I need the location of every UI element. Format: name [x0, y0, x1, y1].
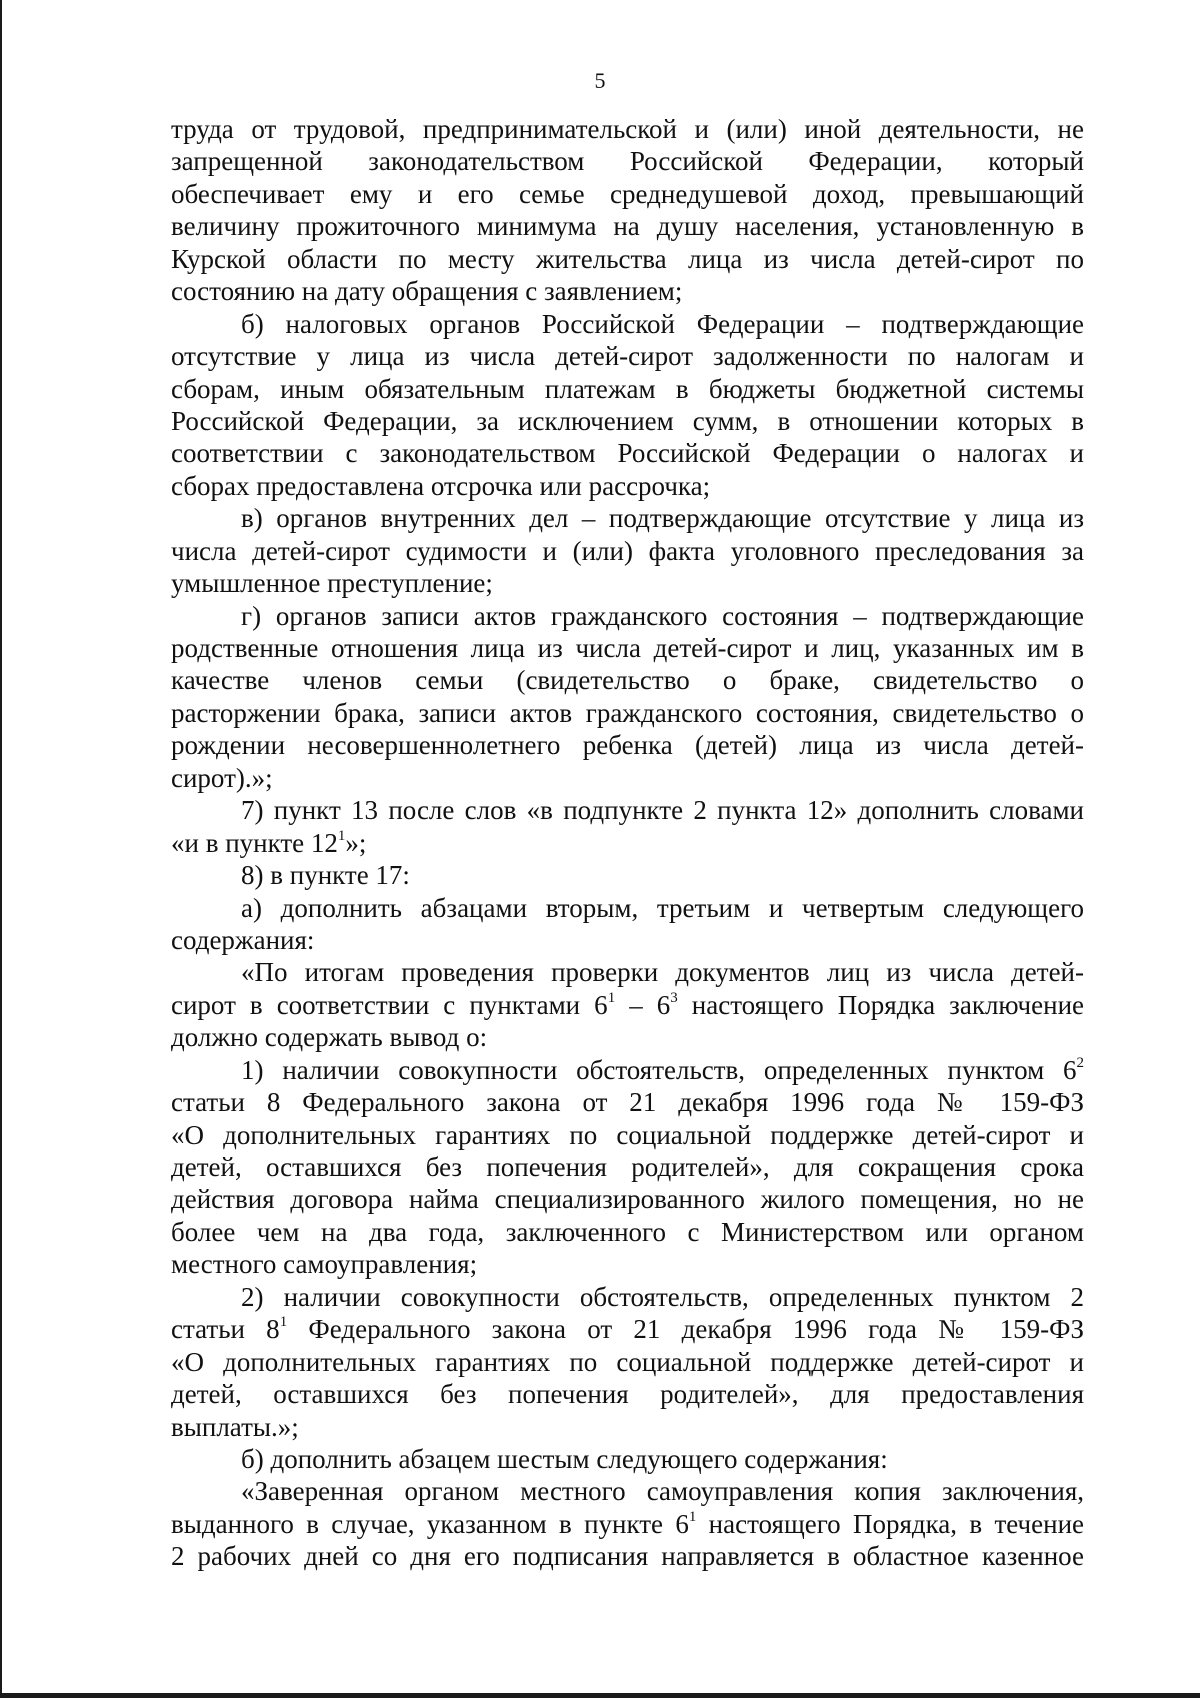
text-line: статьи 8 Федерального закона от 21 декабря 1996 года № 159-ФЗ: [171, 1087, 1084, 1118]
superscript: 1: [279, 1314, 288, 1331]
text-line: в) органов внутренних дел – подтверждающие отсутствие у лица из: [241, 503, 1084, 534]
text-line: более чем на два года, заключенного с Министерством или органом: [171, 1216, 1084, 1247]
document-body: [171, 113, 1084, 1573]
text-line: местного самоуправления;: [171, 1249, 478, 1280]
text-line: состоянию на дату обращения с заявлением;: [171, 276, 683, 307]
text-line: умышленное преступление;: [171, 568, 493, 599]
text-line: содержания:: [171, 924, 315, 955]
text-line: 8) в пункте 17:: [241, 860, 410, 891]
text-line: соответствии с законодательством Российской Федерации о налогах и: [171, 438, 1084, 469]
text-line: «Заверенная органом местного самоуправления копия заключения,: [241, 1476, 1084, 1507]
superscript: 1: [688, 1508, 697, 1525]
text-line: «и в пункте $12^1$»;: [171, 827, 367, 858]
scan-bottom-edge: [0, 1693, 1200, 1698]
text-line: 1) наличии совокупности обстоятельств, определенных пунктом $6^2$: [241, 1054, 1084, 1085]
text-line: обеспечивает ему и его семье среднедушевой доход, превышающий: [171, 178, 1084, 209]
text-line: статьи $8^1$ Федерального закона от 21 декабря 1996 года № 159-ФЗ: [171, 1314, 1084, 1345]
text-line: б) дополнить абзацем шестым следующего содержания:: [241, 1443, 888, 1474]
superscript: 1: [337, 827, 346, 844]
text-line: выплаты.»;: [171, 1411, 299, 1442]
text-line: родственные отношения лица из числа детей-сирот и лиц, указанных им в: [171, 633, 1084, 663]
text-line: сборах предоставлена отсрочка или рассрочка;: [171, 470, 711, 501]
superscript: 2: [1076, 1054, 1084, 1071]
text-line: выданного в случае, указанном в пункте $6^1$ настоящего Порядка, в течение: [171, 1508, 1084, 1539]
text-line: б) налоговых органов Российской Федерации – подтверждающие: [241, 308, 1084, 339]
text-line: сирот в соответствии с пунктами $6^1 - 6^3$ настоящего Порядка заключение: [171, 989, 1085, 1020]
text-line: Курской области по месту жительства лица из числа детей-сирот по: [171, 243, 1084, 274]
text-line: а) дополнить абзацами вторым, третьим и четвертым следующего: [241, 892, 1084, 923]
scan-left-edge: [0, 0, 2, 1698]
text-line: «По итогам проведения проверки документов лиц из числа детей-: [241, 957, 1084, 988]
text-line: «О дополнительных гарантиях по социальной поддержке детей-сирот и: [171, 1119, 1084, 1150]
text-line: детей, оставшихся без попечения родителей», для предоставления: [171, 1379, 1084, 1410]
text-line: качестве членов семьи (свидетельство о браке, свидетельство о: [171, 665, 1084, 696]
text-line: запрещенной законодательством Российской Федерации, который: [171, 146, 1084, 177]
text-line: «О дополнительных гарантиях по социальной поддержке детей-сирот и: [171, 1346, 1084, 1377]
text-line: 2 рабочих дней со дня его подписания направляется в областное казенное: [171, 1541, 1084, 1572]
text-line: труда от трудовой, предпринимательской и (или) иной деятельности, не: [171, 114, 1084, 144]
text-line: сирот).»;: [171, 762, 273, 793]
superscript: 1: [607, 989, 616, 1006]
text-line: рождении несовершеннолетнего ребенка (детей) лица из числа детей-: [171, 730, 1084, 761]
text-line: должно содержать вывод о:: [171, 1022, 488, 1053]
text-line: 2) наличии совокупности обстоятельств, определенных пунктом 2: [241, 1281, 1084, 1312]
text-line: детей, оставшихся без попечения родителей», для сокращения срока: [171, 1152, 1084, 1182]
text-line: г) органов записи актов гражданского состояния – подтверждающие: [241, 600, 1084, 631]
text-line: расторжении брака, записи актов гражданского состояния, свидетельство о: [171, 697, 1084, 728]
text-line: отсутствие у лица из числа детей-сирот задолженности по налогам и: [171, 341, 1084, 372]
superscript: 3: [670, 989, 678, 1006]
text-line: сборам, иным обязательным платежам в бюджеты бюджетной системы: [171, 373, 1084, 404]
text-line: 7) пункт 13 после слов «в подпункте 2 пункта 12» дополнить словами: [241, 795, 1084, 826]
page-number: 5: [594, 68, 606, 93]
text-line: действия договора найма специализированного жилого помещения, но не: [171, 1184, 1084, 1215]
text-line: Российской Федерации, за исключением сумм, в отношении которых в: [171, 405, 1084, 436]
text-line: величину прожиточного минимума на душу населения, установленную в: [171, 211, 1084, 242]
text-line: числа детей-сирот судимости и (или) факта уголовного преследования за: [171, 535, 1084, 566]
